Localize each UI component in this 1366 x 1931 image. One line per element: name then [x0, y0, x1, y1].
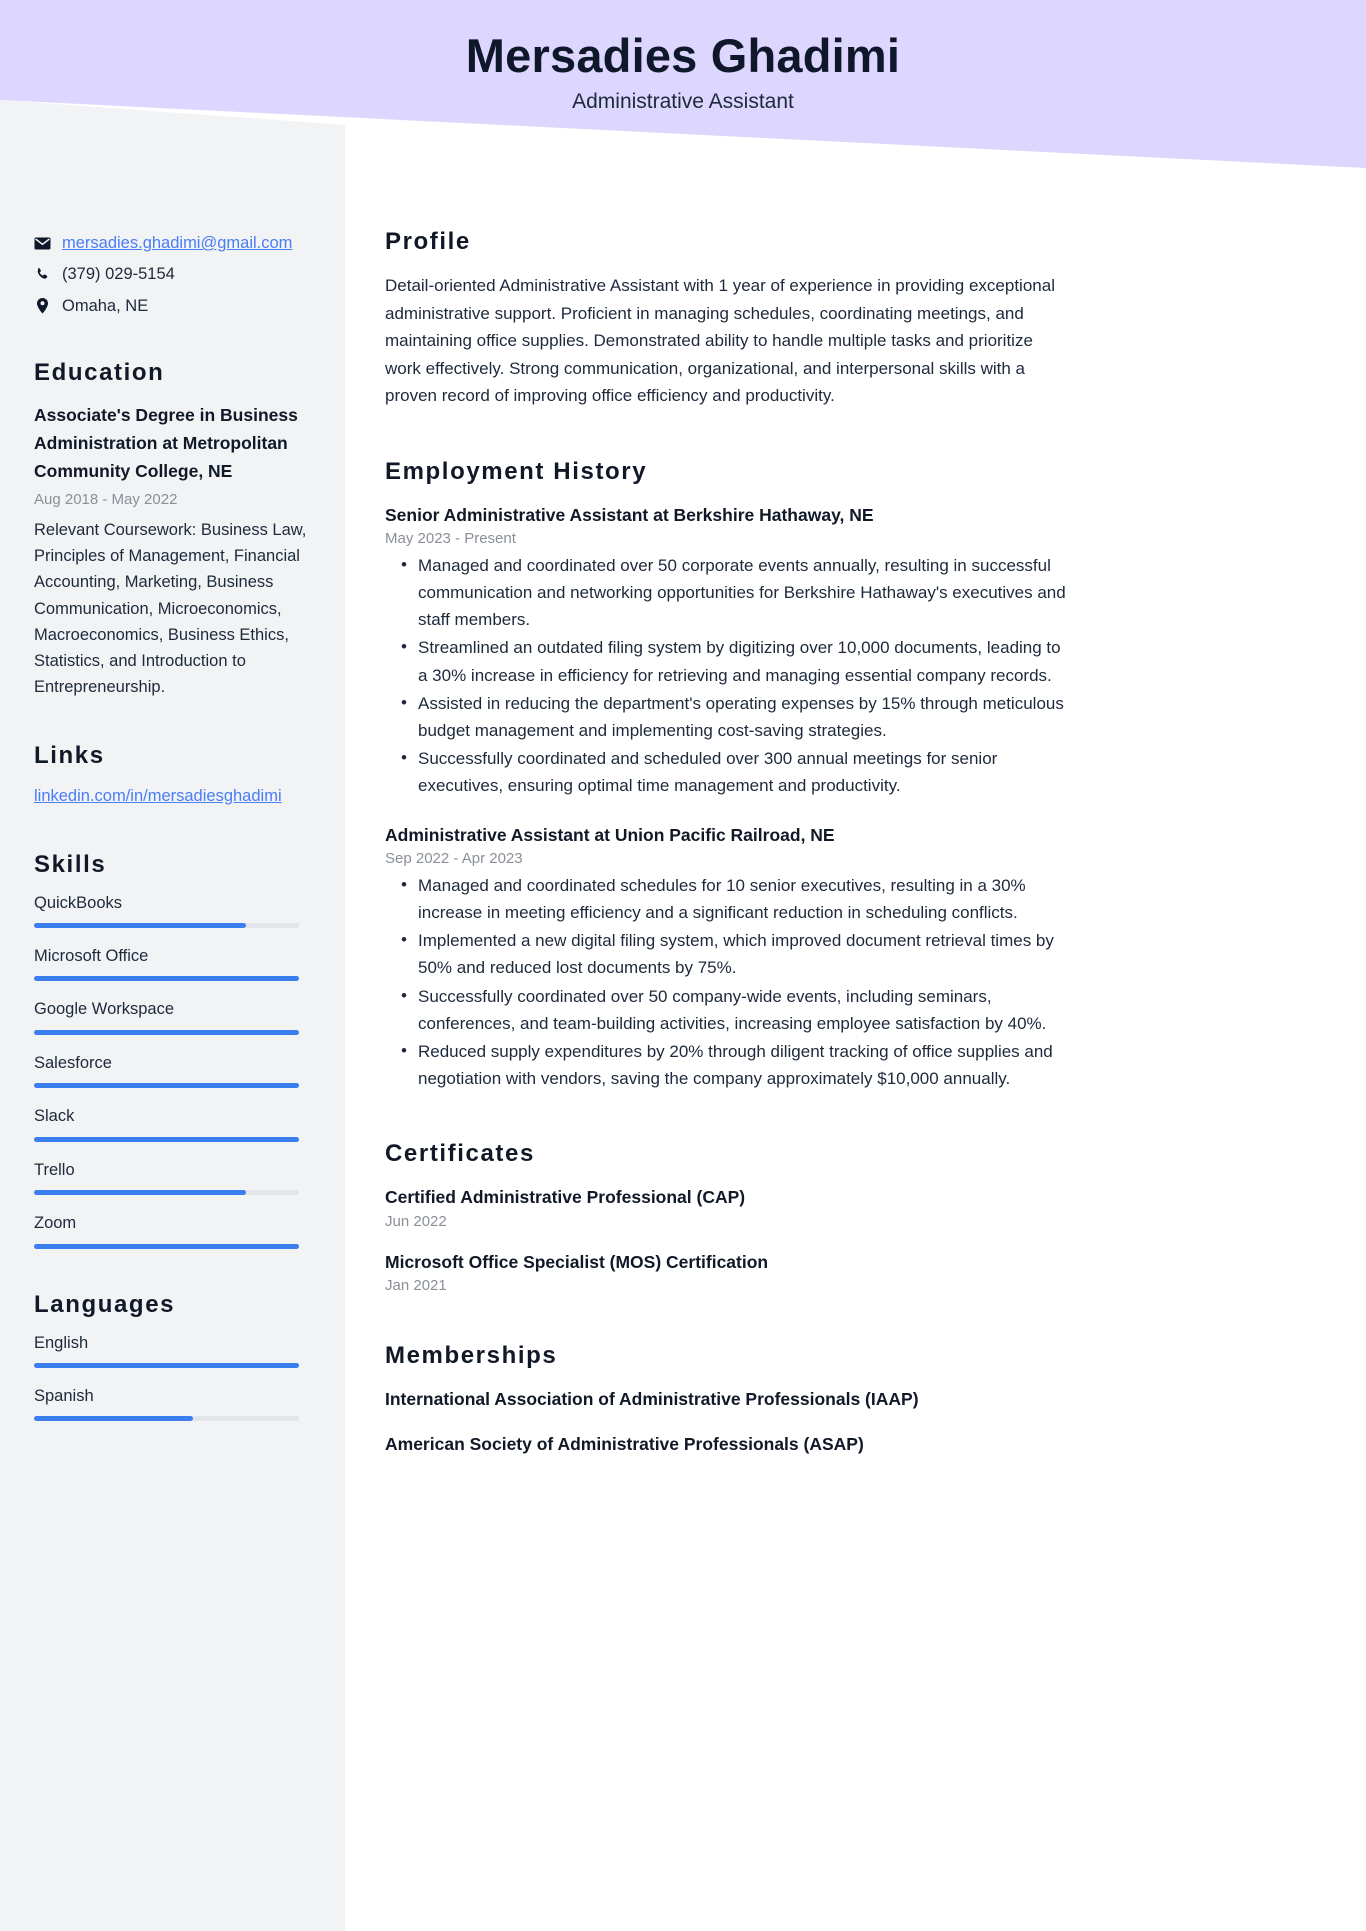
skill-level-fill	[34, 1190, 246, 1195]
skill-item	[34, 1160, 323, 1195]
sidebar-section-skills	[34, 851, 323, 1249]
language-item	[34, 1386, 323, 1421]
jobs-list	[385, 502, 1066, 1093]
skill-item	[34, 1106, 323, 1141]
resume-header	[0, 30, 1366, 114]
skills-title: Skills	[34, 850, 107, 878]
contact-location-text: Omaha, NE	[62, 296, 149, 315]
job-bullet: • Managed and coordinated over 50 corporate events annually, resulting in successful communication and networking opportunities for Berkshire Hathaway's executives and staff members.	[385, 552, 1066, 634]
skill-item	[34, 1053, 323, 1088]
languages-title: Languages	[34, 1290, 176, 1318]
job-bullet: • Successfully coordinated and scheduled over 300 annual meetings for senior executives, ensuring optimal time management and productivity.	[385, 745, 1066, 799]
skill-level-fill	[34, 1244, 299, 1249]
job-heading: Administrative Assistant at Union Pacific Railroad, NE	[385, 824, 835, 845]
skill-level-fill	[34, 1137, 299, 1142]
skill-label: Zoom	[34, 1214, 77, 1233]
link-linkedin[interactable]: linkedin.com/in/mersadiesghadimi	[34, 786, 282, 805]
contact-list	[34, 232, 323, 317]
envelope-icon	[34, 237, 51, 250]
education-title: Education	[34, 358, 165, 386]
language-level-track	[34, 1363, 299, 1368]
skill-label: Trello	[34, 1160, 75, 1179]
page-title: Mersadies Ghadimi	[465, 29, 901, 82]
skill-level-track	[34, 1244, 299, 1249]
education-description: Relevant Coursework: Business Law, Principles of Management, Financial Accounting, Marketing, Business Communication, Microeconomics, Macroeconomics, Business Ethics, Statistics, and Introduction to Entrepreneurship.	[34, 521, 307, 696]
job-bullet: • Reduced supply expenditures by 20% through diligent tracking of office supplies and negotiation with vendors, saving the company approximately $10,000 annually.	[385, 1038, 1066, 1092]
links-title: Links	[34, 741, 105, 769]
language-label: English	[34, 1333, 89, 1352]
certificate-date: Jun 2022	[385, 1212, 447, 1230]
memberships-list	[385, 1386, 1066, 1458]
skill-label: Microsoft Office	[34, 946, 149, 965]
contact-item-location	[34, 295, 323, 317]
skill-label: Slack	[34, 1107, 75, 1126]
certificate-name: Microsoft Office Specialist (MOS) Certification	[385, 1251, 769, 1272]
skill-level-track	[34, 1030, 299, 1035]
certificate-entry	[385, 1249, 1066, 1294]
profile-title: Profile	[385, 228, 471, 255]
job-entry	[385, 822, 1066, 1093]
membership-entry: International Association of Administrative Professionals (IAAP)	[385, 1388, 919, 1409]
sidebar-section-languages	[34, 1291, 323, 1422]
skill-level-track	[34, 976, 299, 981]
skill-label: Google Workspace	[34, 1000, 175, 1019]
job-date: May 2023 - Present	[385, 529, 516, 547]
contact-email-text[interactable]: mersadies.ghadimi@gmail.com	[62, 234, 293, 252]
language-item	[34, 1333, 323, 1368]
certificates-list	[385, 1184, 1066, 1294]
job-bullet-list	[385, 872, 1066, 1093]
skill-level-fill	[34, 1083, 299, 1088]
language-level-fill	[34, 1363, 299, 1368]
languages-list	[34, 1333, 323, 1422]
education-date: Aug 2018 - May 2022	[34, 490, 178, 508]
memberships-title: Memberships	[385, 1341, 558, 1369]
education-degree: Associate's Degree in Business Administration at Metropolitan Community College, NE	[34, 404, 298, 482]
job-bullet: • Managed and coordinated schedules for 10 senior executives, resulting in a 30% increase in meeting efficiency and a significant reduction in scheduling conflicts.	[385, 872, 1066, 926]
certificates-title: Certificates	[385, 1140, 535, 1168]
job-bullet: • Assisted in reducing the department's operating expenses by 15% through meticulous budget management and implementing cost-saving strategies.	[385, 690, 1066, 744]
skill-level-fill	[34, 976, 299, 981]
skills-list	[34, 893, 323, 1249]
contact-item-phone	[34, 263, 323, 285]
contact-item-email[interactable]	[34, 232, 323, 254]
location-pin-icon	[34, 298, 51, 314]
section-certificates	[385, 1140, 1066, 1294]
profile-text: Detail-oriented Administrative Assistant with 1 year of experience in providing exceptional administrative support. Proficient in managing schedules, coordinating meetings, and maintaining office supplies. Demonstrated ability to handle multiple tasks and prioritize work effectively. Strong communication, organizational, and interpersonal skills with a proven record of improving office efficiency and productivity.	[385, 276, 1055, 406]
job-heading: Senior Administrative Assistant at Berkshire Hathaway, NE	[385, 504, 874, 525]
skill-label: QuickBooks	[34, 893, 123, 912]
certificate-date: Jan 2021	[385, 1276, 447, 1294]
certificate-name: Certified Administrative Professional (CAP)	[385, 1187, 746, 1208]
skill-item	[34, 999, 323, 1034]
skill-level-fill	[34, 923, 246, 928]
contact-phone-text: (379) 029-5154	[62, 265, 175, 284]
section-memberships	[385, 1342, 1066, 1458]
language-level-fill	[34, 1416, 193, 1421]
certificate-entry	[385, 1184, 1066, 1229]
membership-entry: American Society of Administrative Professionals (ASAP)	[385, 1434, 864, 1455]
skill-level-track	[34, 923, 299, 928]
section-employment-history	[385, 458, 1066, 1093]
section-profile	[385, 228, 1066, 410]
job-bullet: • Streamlined an outdated filing system by digitizing over 10,000 documents, leading to a 30% increase in efficiency for retrieving and managing essential company records.	[385, 634, 1066, 688]
language-level-track	[34, 1416, 299, 1421]
skill-level-track	[34, 1083, 299, 1088]
job-bullet: • Successfully coordinated over 50 company-wide events, including seminars, conferences, and team-building activities, increasing employee satisfaction by 40%.	[385, 983, 1066, 1037]
header-job-title: Administrative Assistant	[572, 89, 794, 113]
skill-item	[34, 946, 323, 981]
job-date: Sep 2022 - Apr 2023	[385, 849, 523, 867]
sidebar	[0, 0, 345, 1439]
sidebar-section-education	[34, 359, 323, 700]
skill-level-track	[34, 1190, 299, 1195]
job-bullet-list	[385, 552, 1066, 800]
job-bullet: • Implemented a new digital filing system, which improved document retrieval times by 50% and reduced lost documents by 75%.	[385, 927, 1066, 981]
skill-label: Salesforce	[34, 1053, 112, 1072]
skill-item	[34, 893, 323, 928]
main-content	[345, 0, 1366, 1491]
employment-history-title: Employment History	[385, 457, 648, 485]
skill-item	[34, 1213, 323, 1248]
phone-icon	[34, 267, 51, 282]
language-label: Spanish	[34, 1387, 94, 1406]
skill-level-track	[34, 1137, 299, 1142]
job-entry	[385, 502, 1066, 800]
sidebar-section-links	[34, 742, 323, 809]
skill-level-fill	[34, 1030, 299, 1035]
